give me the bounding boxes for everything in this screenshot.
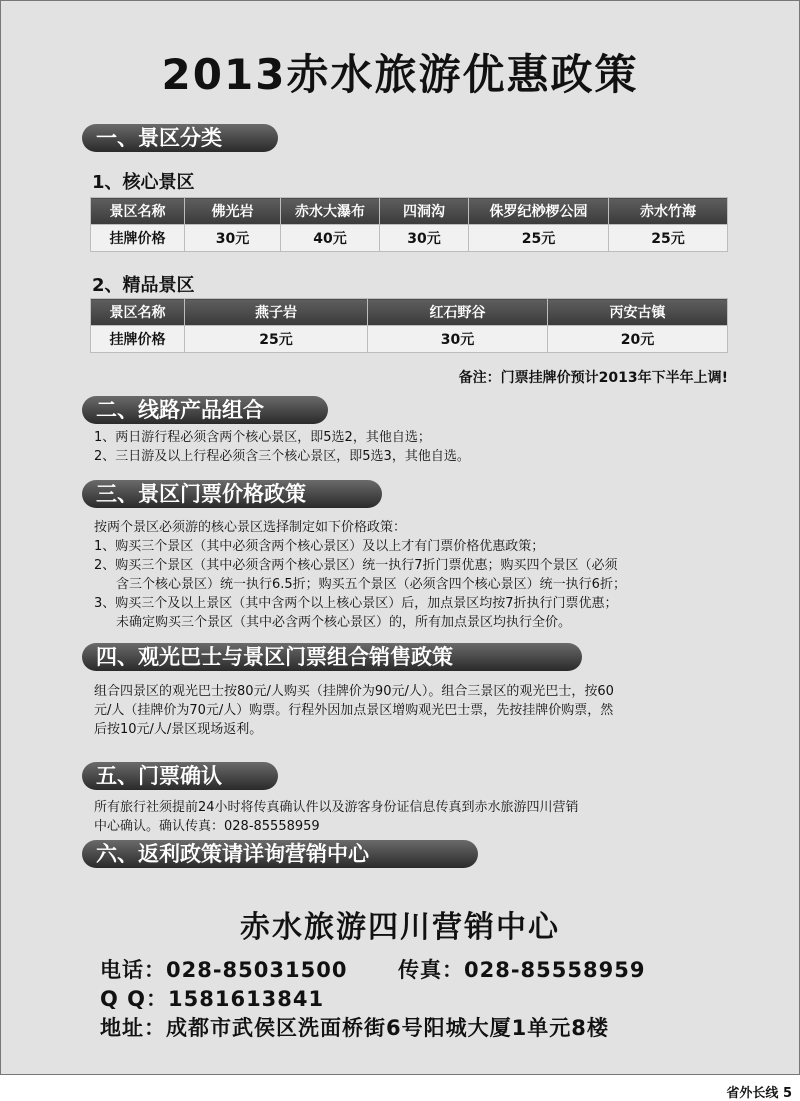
ticket-intro: 按两个景区必须游的核心景区选择制定如下价格政策： bbox=[94, 520, 407, 535]
price-note: 备注：门票挂牌价预计2013年下半年上调! bbox=[458, 370, 728, 386]
boutique-spot-3: 丙安古镇 bbox=[548, 299, 728, 326]
core-name-label: 景区名称 bbox=[91, 198, 185, 225]
ticket-line-3a: 3、购买三个及以上景区（其中含两个以上核心景区）后，加点景区均按7折执行门票优惠； bbox=[94, 596, 618, 611]
core-scenic-heading: 1、核心景区 bbox=[92, 172, 195, 193]
ticket-line-1: 1、购买三个景区（其中必须含两个核心景区）及以上才有门票价格优惠政策； bbox=[94, 539, 545, 554]
boutique-price-row bbox=[91, 326, 728, 353]
boutique-price-label: 挂牌价格 bbox=[91, 326, 185, 353]
boutique-scenic-heading: 2、精品景区 bbox=[92, 275, 195, 296]
boutique-price-1: 25元 bbox=[185, 326, 368, 353]
page-footer: 省外长线 5 bbox=[726, 1086, 792, 1101]
confirm-line-1: 所有旅行社须提前24小时将传真确认件以及游客身份证信息传真到赤水旅游四川营销 bbox=[94, 800, 579, 815]
boutique-price-3: 20元 bbox=[548, 326, 728, 353]
core-spot-5: 赤水竹海 bbox=[609, 198, 728, 225]
route-line-1: 1、两日游行程必须含两个核心景区，即5选2，其他自选； bbox=[94, 430, 431, 445]
section-header-route-products: 二、线路产品组合 bbox=[82, 396, 328, 424]
contact-fax: 传真：028-85558959 bbox=[398, 958, 646, 982]
core-name-row bbox=[91, 198, 728, 225]
confirm-paragraph bbox=[94, 798, 579, 836]
page-title: 2013赤水旅游优惠政策 bbox=[161, 50, 639, 99]
contact-phone: 电话：028-85031500 bbox=[100, 958, 348, 982]
core-spot-2: 赤水大瀑布 bbox=[281, 198, 380, 225]
bus-line-2: 元/人（挂牌价为70元/人）购票。行程外因加点景区增购观光巴士票，先按挂牌价购票，然 bbox=[94, 703, 614, 718]
ticket-line-2a: 2、购买三个景区（其中必须含两个核心景区）统一执行7折门票优惠；购买四个景区（必须 bbox=[94, 558, 618, 573]
route-line-2: 2、三日游及以上行程必须含三个核心景区，即5选3，其他自选。 bbox=[94, 449, 470, 464]
boutique-price-2: 30元 bbox=[368, 326, 548, 353]
boutique-spot-2: 红石野谷 bbox=[368, 299, 548, 326]
core-price-2: 40元 bbox=[281, 225, 380, 252]
core-price-row bbox=[91, 225, 728, 252]
core-price-1: 30元 bbox=[185, 225, 281, 252]
section-header-ticket-confirmation: 五、门票确认 bbox=[82, 762, 278, 790]
ticket-line-2b: 含三个核心景区）统一执行6.5折；购买五个景区（必须含四个核心景区）统一执行6折； bbox=[116, 577, 626, 592]
boutique-name-row bbox=[91, 299, 728, 326]
core-price-label: 挂牌价格 bbox=[91, 225, 185, 252]
section-header-ticket-price-policy: 三、景区门票价格政策 bbox=[82, 480, 382, 508]
bus-line-1: 组合四景区的观光巴士按80元/人购买（挂牌价为90元/人）。组合三景区的观光巴士，按60 bbox=[94, 684, 614, 699]
boutique-scenic-table bbox=[90, 298, 728, 353]
core-spot-3: 四洞沟 bbox=[380, 198, 469, 225]
contact-address: 地址：成都市武侯区洗面桥街6号阳城大厦1单元8楼 bbox=[100, 1016, 609, 1040]
core-spot-1: 佛光岩 bbox=[185, 198, 281, 225]
confirm-line-2: 中心确认。确认传真：028-85558959 bbox=[94, 819, 320, 834]
core-price-5: 25元 bbox=[609, 225, 728, 252]
ticket-policy-paragraph bbox=[94, 518, 626, 632]
core-price-4: 25元 bbox=[469, 225, 609, 252]
core-scenic-table bbox=[90, 197, 728, 252]
core-price-3: 30元 bbox=[380, 225, 469, 252]
boutique-name-label: 景区名称 bbox=[91, 299, 185, 326]
contact-center-title: 赤水旅游四川营销中心 bbox=[240, 910, 560, 945]
ticket-line-3b: 未确定购买三个景区（其中必含两个核心景区）的，所有加点景区均执行全价。 bbox=[116, 615, 572, 630]
bus-line-3: 后按10元/人/景区现场返利。 bbox=[94, 722, 263, 737]
core-spot-4: 侏罗纪桫椤公园 bbox=[469, 198, 609, 225]
section-header-scenic-classification: 一、景区分类 bbox=[82, 124, 278, 152]
bus-paragraph bbox=[94, 682, 614, 739]
section-header-bus-ticket-combo: 四、观光巴士与景区门票组合销售政策 bbox=[82, 643, 582, 671]
route-paragraph bbox=[94, 428, 470, 466]
boutique-spot-1: 燕子岩 bbox=[185, 299, 368, 326]
section-header-rebate-policy: 六、返利政策请详询营销中心 bbox=[82, 840, 478, 868]
contact-qq: Q Q：1581613841 bbox=[100, 987, 325, 1011]
